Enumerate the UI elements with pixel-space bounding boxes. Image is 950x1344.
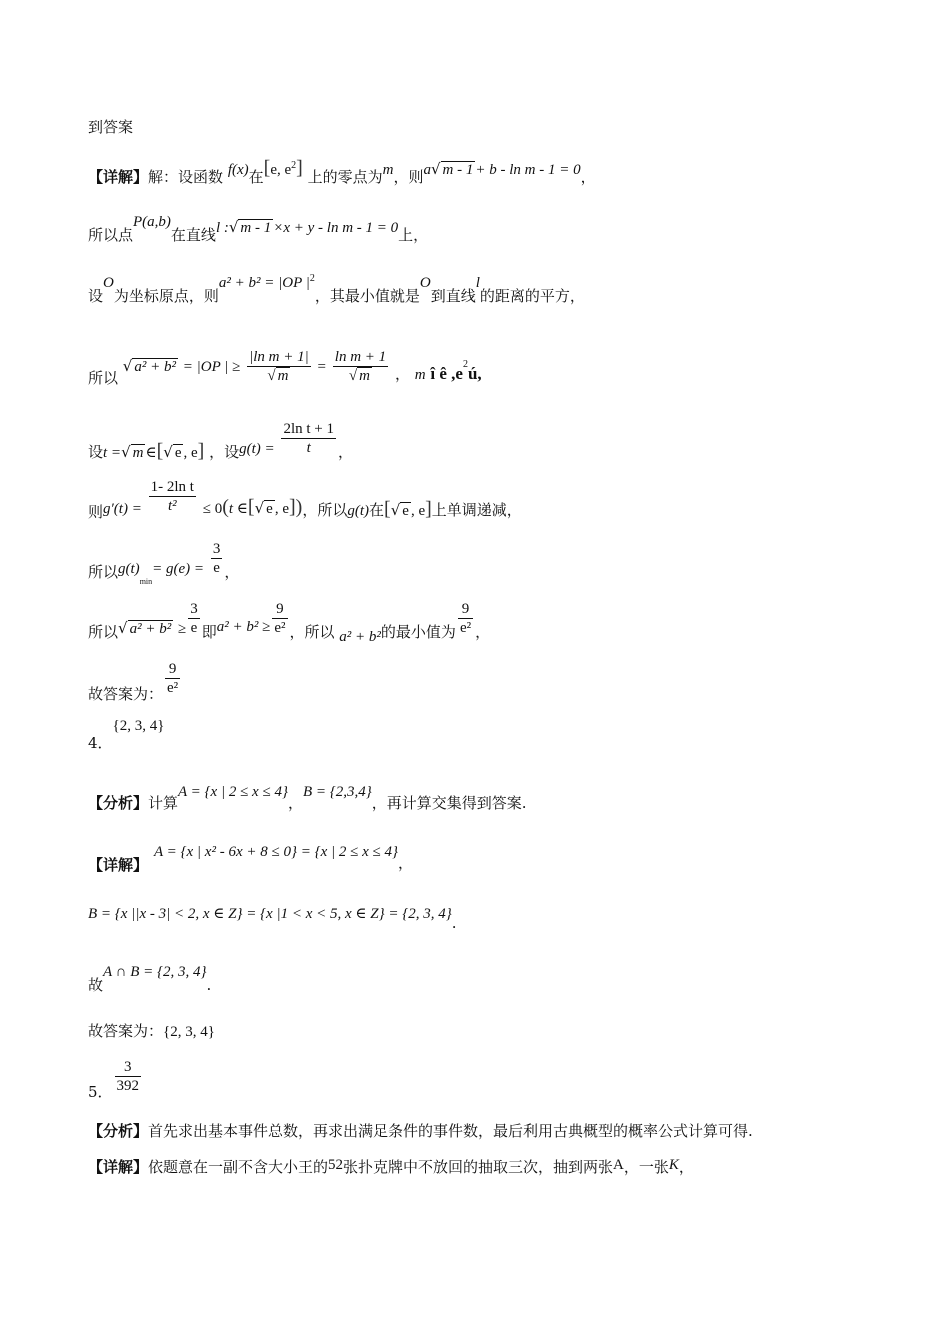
text: ，所以 [289,622,335,641]
radicand: e [266,500,273,517]
math-sup: 2 [462,358,468,370]
text: 首先求出基本事件总数，再求出满足条件的事件数，最后利用古典概型的概率公式计算可得. [148,1122,753,1140]
math-a: a [423,162,431,178]
math-op: = [317,358,326,375]
fraction-numerator: 3 [115,1058,142,1077]
text: ， [398,854,414,872]
fraction-denominator: e² [459,620,472,636]
text: ，一张 [623,1158,669,1176]
answer-line-4 [88,1024,215,1040]
fraction-numerator: |ln m + 1| [249,349,309,365]
fraction-numerator: 3 [190,601,198,617]
fraction-denominator: e² [167,680,179,696]
fraction-numerator: 2ln t + 1 [283,421,334,437]
math-point-p: P(a,b) [133,214,171,230]
text: 在直线 [170,226,216,244]
interval: e, e [270,162,292,178]
math-l: l [475,275,480,291]
math-t: t = [103,444,122,461]
set-a-derivation: A = {x | x² - 6x + 8 ≤ 0} = {x | 2 ≤ x ≤ 4} [154,844,398,860]
detail-line-zero-point: 【详解】解：设函数 f(x)在[e, $e^2$] 上的零点为m，则a√ m - 1 + b - ln m - 1 = 0， [88,157,596,186]
math-g: g(t) [118,560,140,577]
text: 的最小值为 [380,622,456,641]
text: 到直线 [430,287,476,305]
fraction-denominator: m [359,368,370,384]
math-op: ≤ 0 [202,500,223,517]
analysis-label: 【分析】 [88,1122,149,1140]
problem-number: 5． [88,1082,113,1101]
problem-answer: {2, 3, 4} [112,718,165,734]
text: 张扑克牌中不放回的抽取三次，抽到两张 [343,1158,614,1176]
radicand: m - 1 [240,220,272,236]
detail-line-set-b [88,906,457,932]
set-a: A = {x | 2 ≤ x ≤ 4} [178,784,288,800]
text: 上单调递减， [431,500,522,519]
fraction-denominator: e² [274,620,286,636]
detail-line-minimum [88,540,240,586]
math-l: l : [215,220,229,236]
detail-line-origin [88,273,585,305]
detail-line-distance: 所以 √ a² + b² = |OP | ≥ $\frac{\text{|ln m + 1|}}{√ m}$ = $\frac{\text{ln m + 1}}{√ m}$ ， m î ê $,e^2ú$, [88,349,482,387]
radicand: a² + b² [129,620,172,637]
interval-end: , e [274,500,289,517]
detail-line-derivative: 则g′(t) = $\frac{\text{1- 2ln t}}{\text{t²}}$ ≤ 0(t ∈[√ e , e])，所以g(t)在[√ e , e]上单调递减， [88,479,522,521]
math-t: t ∈ [228,500,248,517]
text: ，则 [393,168,424,186]
answer-label: 故答案为： [88,1022,164,1040]
math-op: = |OP | ≥ [182,358,241,375]
math-f: f [227,162,232,178]
detail-line-conclusion: 所以√ a² + b² ≥ $\frac{3}{e}$ 即a² + b² ≥ $\frac{9}{\text{e²}}$ ，所以 a² + b²的最小值为 $\frac{9}{\text{e²}}$ ， [88,601,491,645]
detail-line-set-a [88,844,414,874]
detail-label: 【详解】 [88,1158,149,1176]
fraction-denominator: m [277,368,289,384]
text: 在 [369,500,385,519]
answer-value: {2, 3, 4} [163,1024,215,1040]
detail-line-point-on-line: 所以点P(a,b)在直线l :√ m - 1 ×x + y - ln m - 1 = 0上， [88,214,429,244]
interval-end: , e [183,444,198,461]
math-x: (x) [231,162,249,178]
math-o: O [103,275,114,291]
text: 依题意在一副不含大小王的 [148,1158,329,1176]
text: 在 [248,168,264,186]
text: 故 [88,976,104,994]
math-m: m [382,162,394,178]
text: ， [580,168,596,186]
radicand: m - 1 [442,162,474,178]
math-g: g(t) [347,502,370,519]
garbled-symbols: î ê ,e [430,363,463,383]
text: ， [337,442,353,461]
text: ， [287,794,303,812]
text: . [451,914,457,932]
fraction-numerator: 9 [272,600,287,619]
fraction-numerator: 3 [212,541,221,557]
line-equation: ×x + y - ln m - 1 = 0 [273,220,399,236]
text: 设 [88,442,104,461]
text: . [206,976,212,994]
interval-sup: 2 [291,160,297,171]
card-k: K [668,1157,679,1173]
text: 即 [201,622,217,641]
math-expression: a² + b² = |OP | [218,275,310,291]
fraction-denominator: t [306,440,311,456]
set-b: B = {2,3,4} [302,784,372,800]
number-52: 52 [328,1157,344,1173]
fraction-denominator: 392 [116,1078,140,1094]
text: 解：设函数 [148,168,224,186]
analysis-line-4 [88,784,527,812]
garbled-symbols: ú, [467,363,482,383]
math-g: g(t) = [239,440,275,457]
interval-end: , e [410,502,426,519]
math-subscript: min [139,576,153,586]
radicand: e [402,502,409,519]
problem-number: 4． [88,734,113,752]
text: ， [475,622,491,641]
answer-label: 故答案为： [88,684,164,703]
text: 的距离的平方， [479,287,585,305]
intersection-expression: A ∩ B = {2, 3, 4} [103,964,207,980]
card-a: A [613,1157,624,1173]
answer-line-3 [88,660,182,703]
math-expression: = g(e) = [152,560,205,577]
radicand: e [174,444,182,461]
text: ， [394,364,410,383]
equation-rest: + b - ln m - 1 = 0 [475,162,581,178]
fraction-denominator: t² [167,498,177,514]
math-o: O [419,275,431,291]
text: 所以 [88,368,119,387]
text: 则 [88,502,104,521]
continuation-text: 到答案 [88,118,134,136]
fraction-denominator: e [190,620,198,636]
fraction-denominator: e [213,560,220,576]
math-op: ∈ [145,444,157,461]
text: ，设 [209,442,240,461]
text: 设 [88,287,104,305]
detail-line-substitution: 设t =√ m ∈[√ e , e] ，设g(t) = $\frac{\text{2ln t + 1}}{t}$ ， [88,421,353,462]
detail-label: 【详解】 [88,168,149,186]
analysis-label: 【分析】 [88,794,149,812]
set-b-derivation: B = {x ||x - 3| < 2, x ∈ Z} = {x |1 < x < 5, x ∈ Z} = {2, 3, 4} [88,906,452,922]
math-expression: a² + b² [339,628,381,645]
text: ，其最小值就是 [314,287,420,305]
detail-line-5 [88,1157,694,1176]
text: 为坐标原点，则 [113,287,219,305]
text: 所以 [88,622,119,641]
problem-5-header [88,1058,143,1101]
math-m: m [414,366,426,383]
radicand: a² + b² [134,358,176,375]
text: 上， [398,226,429,244]
fraction-numerator: 9 [165,660,180,679]
text: 所以 [88,562,119,581]
problem-4-header [88,718,165,752]
detail-label: 【详解】 [88,856,149,874]
analysis-line-5 [88,1124,753,1139]
text: ，所以 [302,500,348,519]
text: 所以点 [88,226,134,244]
math-g-prime: g′(t) = [103,500,142,517]
math-expression: a² + b² ≥ [216,618,271,635]
radicand: m [132,444,144,461]
fraction-numerator: 9 [458,600,473,619]
detail-line-intersection [88,964,212,994]
fraction-numerator: 1- 2ln t [150,479,194,495]
text: 计算 [148,794,179,812]
text: ，再计算交集得到答案. [371,794,527,812]
text: ， [678,1158,694,1176]
math-op: ≥ [177,620,187,637]
text: 上的零点为 [307,168,383,186]
text-line-1 [88,120,133,135]
text: ， [224,562,240,581]
math-sup: 2 [309,273,315,284]
fraction-numerator: ln m + 1 [334,349,387,365]
